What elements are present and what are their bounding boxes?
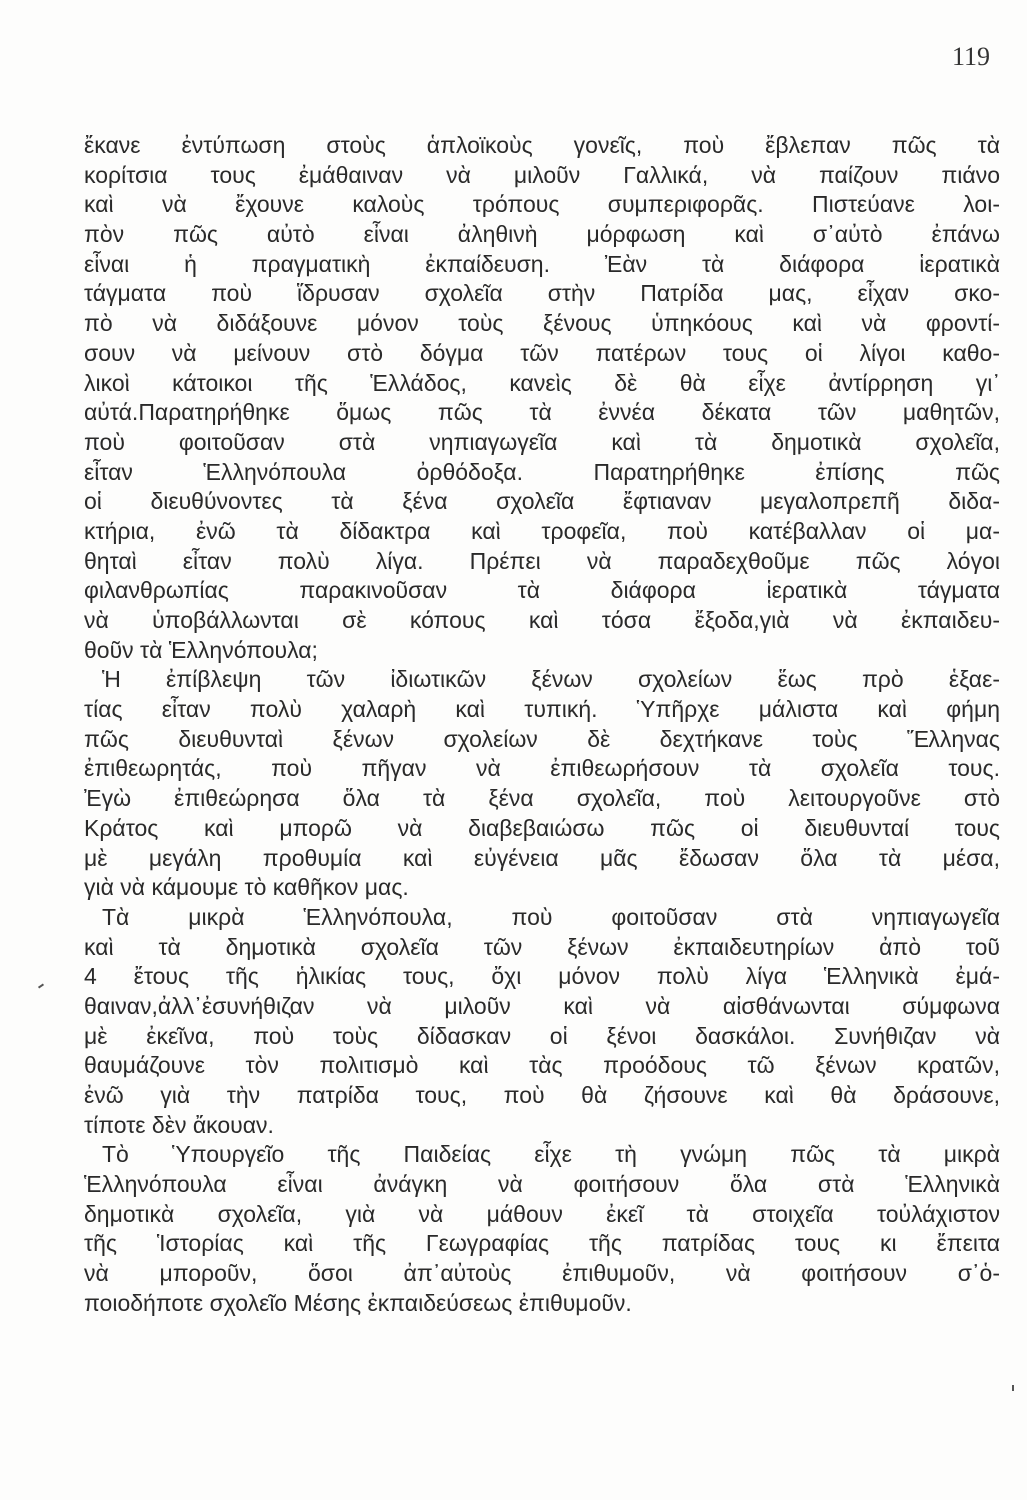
text-line: τῆς Ἱστορίας καὶ τῆς Γεωγραφίας τῆς πατρίδας τους κι ἔπειτα [84, 1230, 1000, 1257]
page-number: 119 [952, 42, 991, 71]
text-line: τίποτε δὲν ἄκουαν. [84, 1111, 274, 1138]
text-line: θαυμάζουνε τὸν πολιτισμὸ καὶ τὰς προόδους τῶ ξένων κρατῶν, [84, 1052, 1000, 1079]
text-line: τίας εἶταν πολὺ χαλαρὴ καὶ τυπική. Ὑπῆρχε μάλιστα καὶ φήμη [84, 696, 1000, 723]
text-line: πῶς διευθυνταὶ ξένων σχολείων δὲ δεχτήκανε τοὺς Ἕλληνας [84, 725, 1000, 752]
text-line: Τὰ μικρὰ Ἑλληνόπουλα, ποὺ φοιτοῦσαν στὰ νηπιαγωγεῖα [102, 903, 1000, 930]
text-line: κορίτσια τους ἐμάθαιναν νὰ μιλοῦν Γαλλικά, νὰ παίζουν πιάνο [84, 161, 1000, 188]
text-line: Κράτος καὶ μπορῶ νὰ διαβεβαιώσω πῶς οἱ διευθυνταί τους [84, 814, 1000, 841]
text-line: θαιναν,ἀλλ᾽ἐσυνήθιζαν νὰ μιλοῦν καὶ νὰ αἰσθάνωνται σύμφωνα [84, 992, 1000, 1019]
text-line: ποιοδήποτε σχολεῖο Μέσης ἐκπαιδεύσεως ἐπιθυμοῦν. [84, 1289, 632, 1316]
text-line: κτήρια, ἐνῶ τὰ δίδακτρα καὶ τροφεῖα, ποὺ κατέβαλλαν οἱ μα- [84, 517, 1000, 544]
body-text [84, 131, 1000, 1319]
text-line: Τὸ Ὑπουργεῖο τῆς Παιδείας εἶχε τὴ γνώμη πῶς τὰ μικρὰ [102, 1141, 1000, 1168]
text-line: ἐπιθεωρητάς, ποὺ πῆγαν νὰ ἐπιθεωρήσουν τὰ σχολεῖα τους. [84, 755, 1000, 782]
text-line: νὰ ὑποβάλλωνται σὲ κόπους καὶ τόσα ἔξοδα,γιὰ νὰ ἐκπαιδευ- [84, 607, 1000, 633]
text-line: μὲ μεγάλη προθυμία καὶ εὐγένεια μᾶς ἔδωσαν ὅλα τὰ μέσα, [84, 844, 1000, 871]
text-line: ποὺ φοιτοῦσαν στὰ νηπιαγωγεῖα καὶ τὰ δημοτικὰ σχολεῖα, [84, 428, 1000, 455]
text-line: θηταὶ εἶταν πολὺ λίγα. Πρέπει νὰ παραδεχθοῦμε πῶς λόγοι [84, 547, 1000, 574]
text-line: Ἐγὼ ἐπιθεώρησα ὅλα τὰ ξένα σχολεῖα, ποὺ λειτουργοῦνε στὸ [84, 785, 1000, 812]
text-line: θοῦν τὰ Ἑλληνόπουλα; [84, 636, 318, 663]
text-line: ἐνῶ γιὰ τὴν πατρίδα τους, ποὺ θὰ ζήσουνε καὶ θὰ δράσουνε, [84, 1082, 1000, 1108]
text-line: Ἡ ἐπίβλεψη τῶν ἰδιωτικῶν ξένων σχολείων ἕως πρὸ ἑξαε- [102, 666, 1000, 693]
text-line: καὶ νὰ ἔχουνε καλοὺς τρόπους συμπεριφορᾶς. Πιστεύανε λοι- [84, 191, 1000, 218]
text-line: αὐτά.Παρατηρήθηκε ὅμως πῶς τὰ ἐννέα δέκατα τῶν μαθητῶν, [84, 399, 1000, 426]
text-line: Ἑλληνόπουλα εἶναι ἀνάγκη νὰ φοιτήσουν ὅλα στὰ Ἑλληνικὰ [84, 1171, 1000, 1198]
text-line: εἶναι ἡ πραγματικὴ ἐκπαίδευση. Ἐὰν τὰ διάφορα ἱερατικὰ [84, 250, 1000, 277]
text-line: εἶταν Ἑλληνόπουλα ὀρθόδοξα. Παρατηρήθηκε ἐπίσης πῶς [84, 458, 1000, 485]
text-line: δημοτικὰ σχολεῖα, γιὰ νὰ μάθουν ἐκεῖ τὰ στοιχεῖα τοὐλάχιστον [84, 1200, 1000, 1227]
text-line: φιλανθρωπίας παρακινοῦσαν τὰ διάφορα ἱερατικὰ τάγματα [84, 577, 1000, 604]
text-line: νὰ μποροῦν, ὅσοι ἀπ᾽αὐτοὺς ἐπιθυμοῦν, νὰ φοιτήσουν σ᾽ὁ- [84, 1260, 1000, 1287]
text-line: πὸν πῶς αὐτὸ εἶναι ἀληθινὴ μόρφωση καὶ σ᾽αὐτὸ ἐπάνω [84, 221, 1000, 248]
text-line: ἔκανε ἐντύπωση στοὺς ἁπλοϊκοὺς γονεῖς, ποὺ ἔβλεπαν πῶς τὰ [84, 132, 1000, 158]
text-line: μὲ ἐκεῖνα, ποὺ τοὺς δίδασκαν οἱ ξένοι δασκάλοι. Συνήθιζαν νὰ [84, 1022, 1000, 1049]
text-line: καὶ τὰ δημοτικὰ σχολεῖα τῶν ξένων ἐκπαιδευτηρίων ἀπὸ τοῦ [84, 933, 1000, 960]
text-line: τάγματα ποὺ ἵδρυσαν σχολεῖα στὴν Πατρίδα μας, εἶχαν σκο- [84, 280, 1000, 307]
text-line: λικοὶ κάτοικοι τῆς Ἑλλάδος, κανεὶς δὲ θὰ εἶχε ἀντίρρηση γι᾽ [84, 369, 1000, 396]
text-line: 4 ἔτους τῆς ἡλικίας τους, ὄχι μόνον πολὺ λίγα Ἑλληνικὰ ἐμά- [84, 963, 1000, 990]
scan-mark [1012, 1385, 1014, 1391]
text-line: γιὰ νὰ κάμουμε τὸ καθῆκον μας. [84, 874, 409, 901]
text-line: οἱ διευθύνοντες τὰ ξένα σχολεῖα ἔφτιαναν μεγαλοπρεπῆ διδα- [84, 488, 1000, 515]
text-line: πὸ νὰ διδάξουνε μόνον τοὺς ξένους ὑπηκόους καὶ νὰ φροντί- [84, 310, 1000, 337]
scan-mark [38, 983, 44, 988]
text-line: σουν νὰ μείνουν στὸ δόγμα τῶν πατέρων τους οἱ λίγοι καθο- [84, 339, 1000, 366]
